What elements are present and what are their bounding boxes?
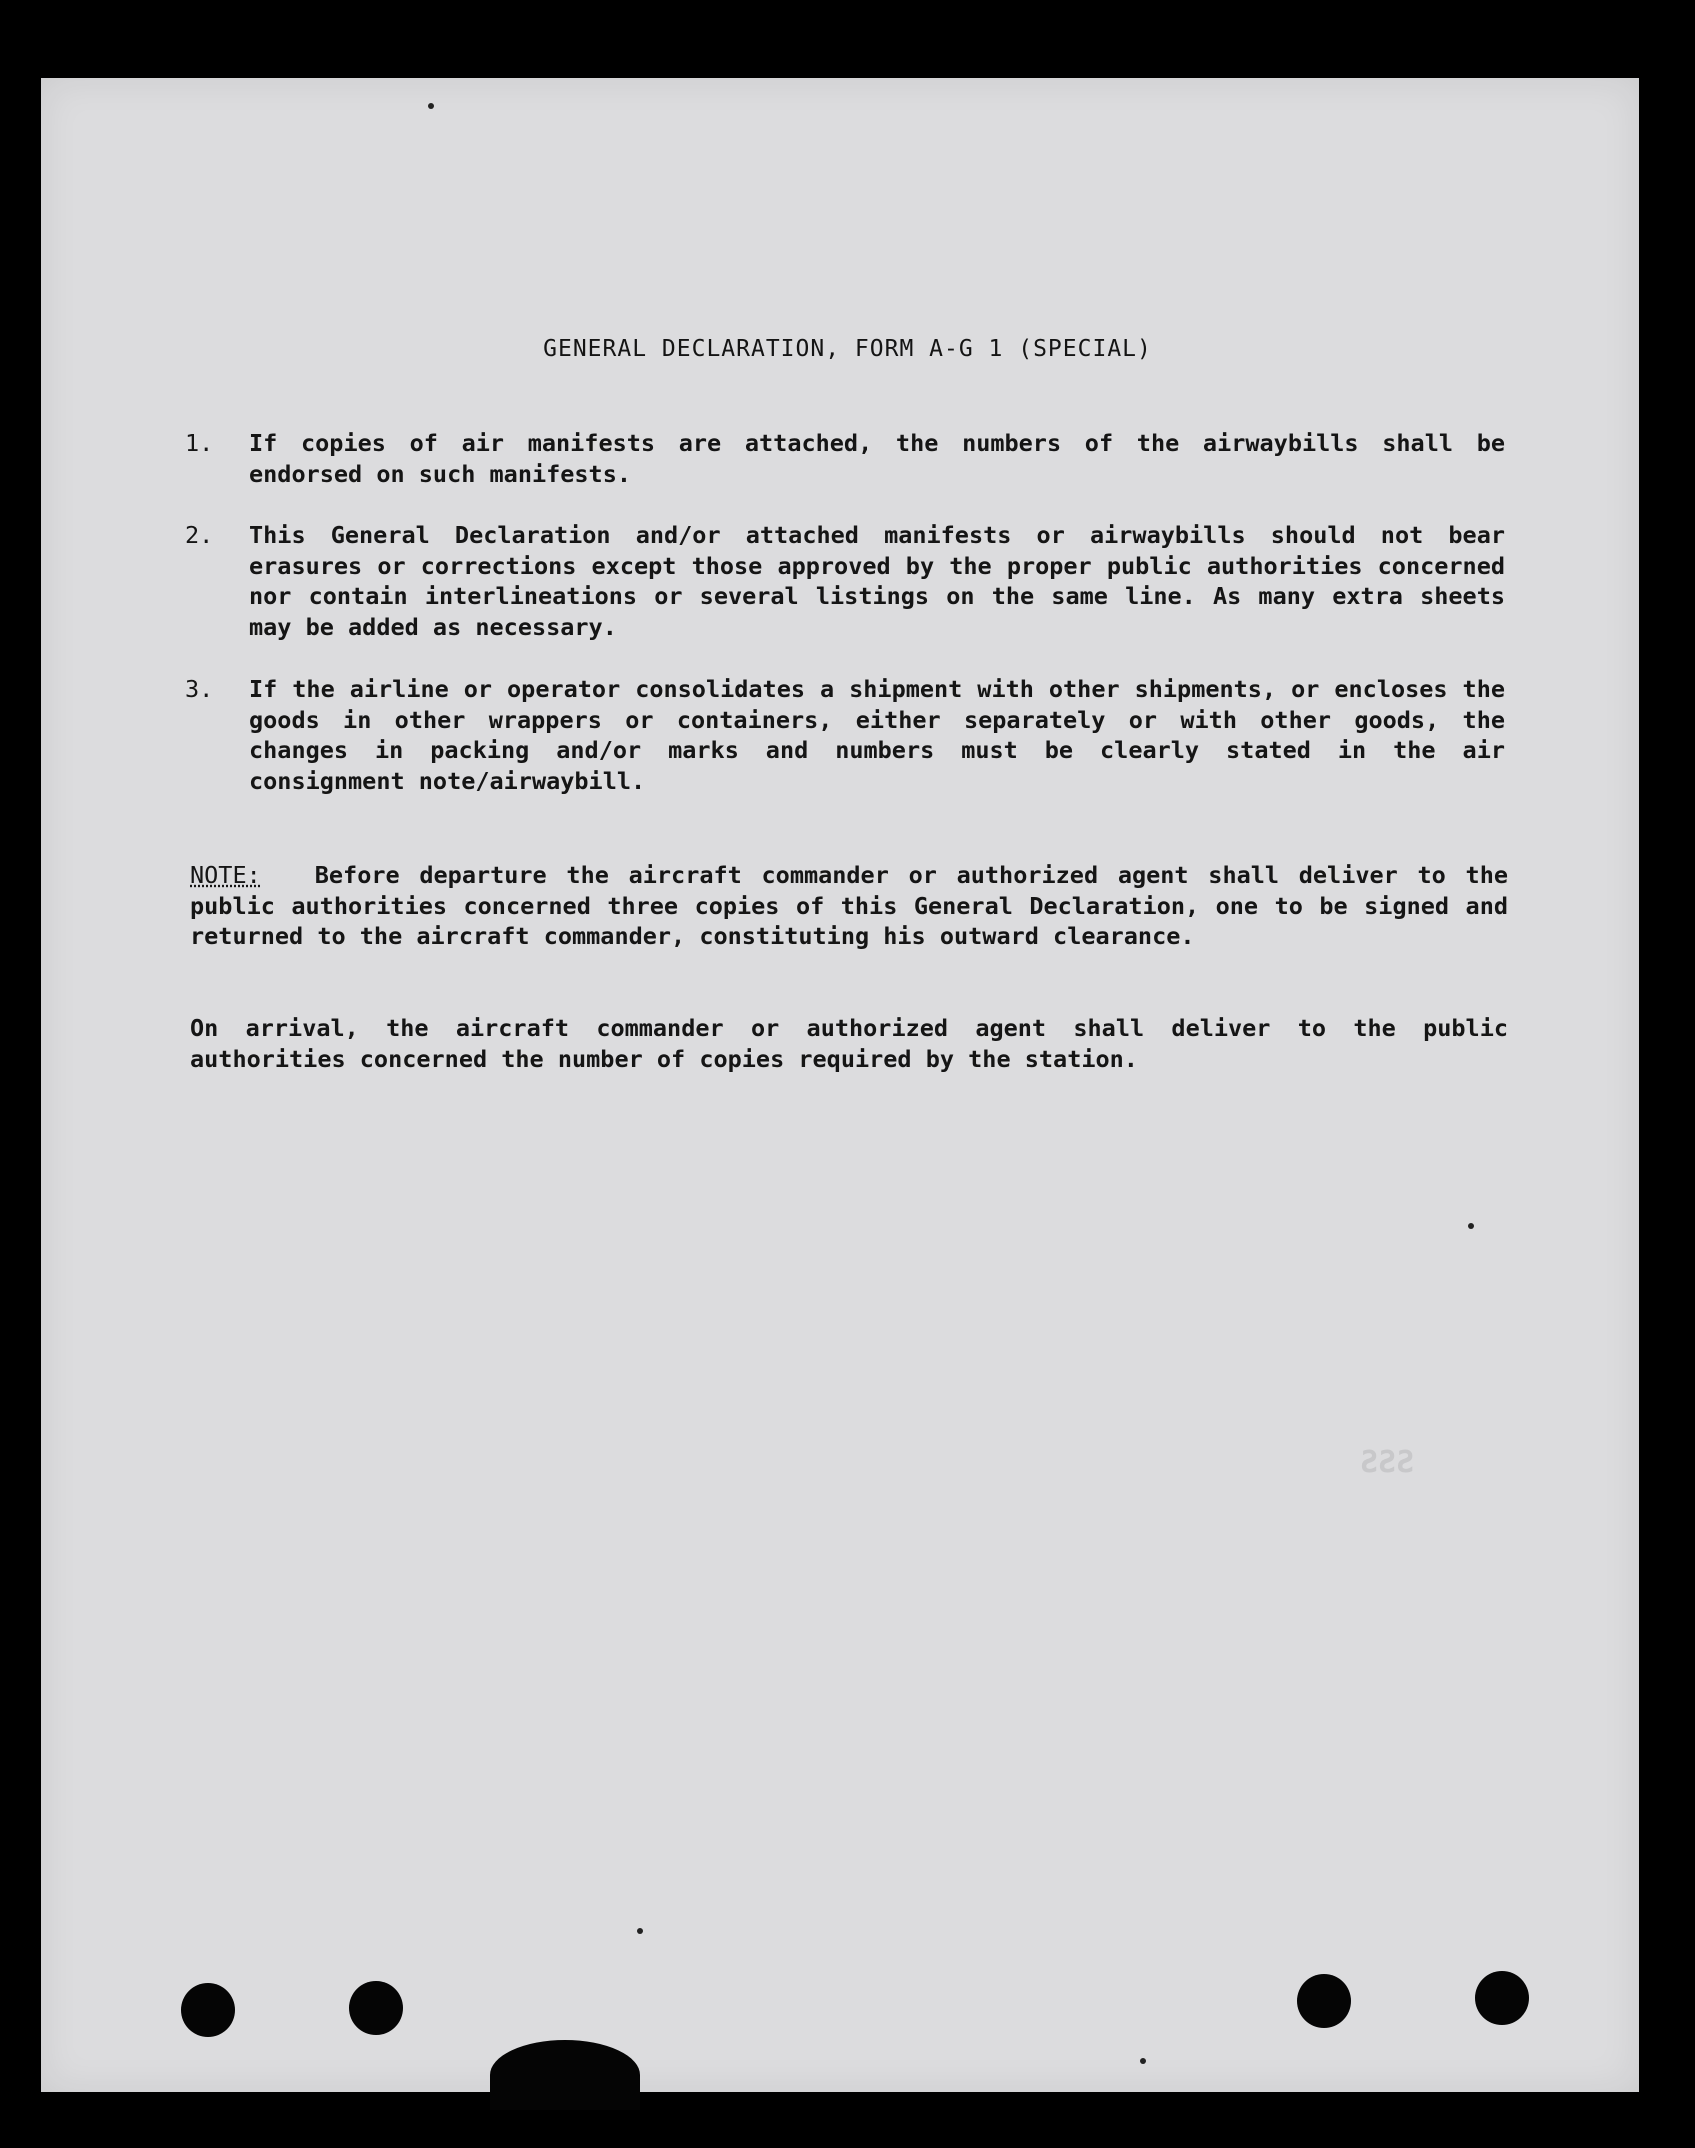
item-number: 2. [185,521,214,549]
item-text: This General Declaration and/or attached manifests or airwaybills should not bear erasures or corrections except those approved by the proper public authorities concerned nor contain interlineations or several listings on the same line. As many extra sheets may be added as necessary. [249,521,1505,641]
speck [637,1928,643,1934]
item-number: 1. [185,429,214,457]
punch-hole [349,1981,403,2035]
torn-edge [490,2040,640,2110]
note-paragraph [190,860,1508,952]
document-page [41,78,1639,2092]
list-item [185,520,1505,642]
bleed-through-mark: SSS [1360,1445,1415,1480]
note-label: NOTE: [190,861,261,889]
item-number: 3. [185,675,214,703]
punch-hole [181,1983,235,2037]
document-title: GENERAL DECLARATION, FORM A-G 1 (SPECIAL) [543,336,1152,362]
punch-hole [1475,1971,1529,2025]
list-item [185,428,1505,489]
item-text: If the airline or operator consolidates a shipment with other shipments, or encloses the goods in other wrappers or containers, either separately or with other goods, the changes in packing and/or marks and numbers must be clearly stated in the air consignment note/airwaybill. [249,675,1505,795]
item-text: If copies of air manifests are attached, the numbers of the airwaybills shall be endorsed on such manifests. [249,429,1505,488]
punch-hole [1297,1974,1351,2028]
arrival-paragraph [190,1013,1508,1074]
note-text: Before departure the aircraft commander or authorized agent shall deliver to the public authorities concerned three copies of this General Declaration, one to be signed and returned to the aircraft commander, constituting his outward clearance. [190,861,1508,950]
speck [428,103,434,109]
list-item [185,674,1505,796]
speck [1140,2058,1146,2064]
speck [1468,1223,1474,1229]
arrival-text: On arrival, the aircraft commander or authorized agent shall deliver to the public authorities concerned the number of copies required by the station. [190,1014,1508,1073]
